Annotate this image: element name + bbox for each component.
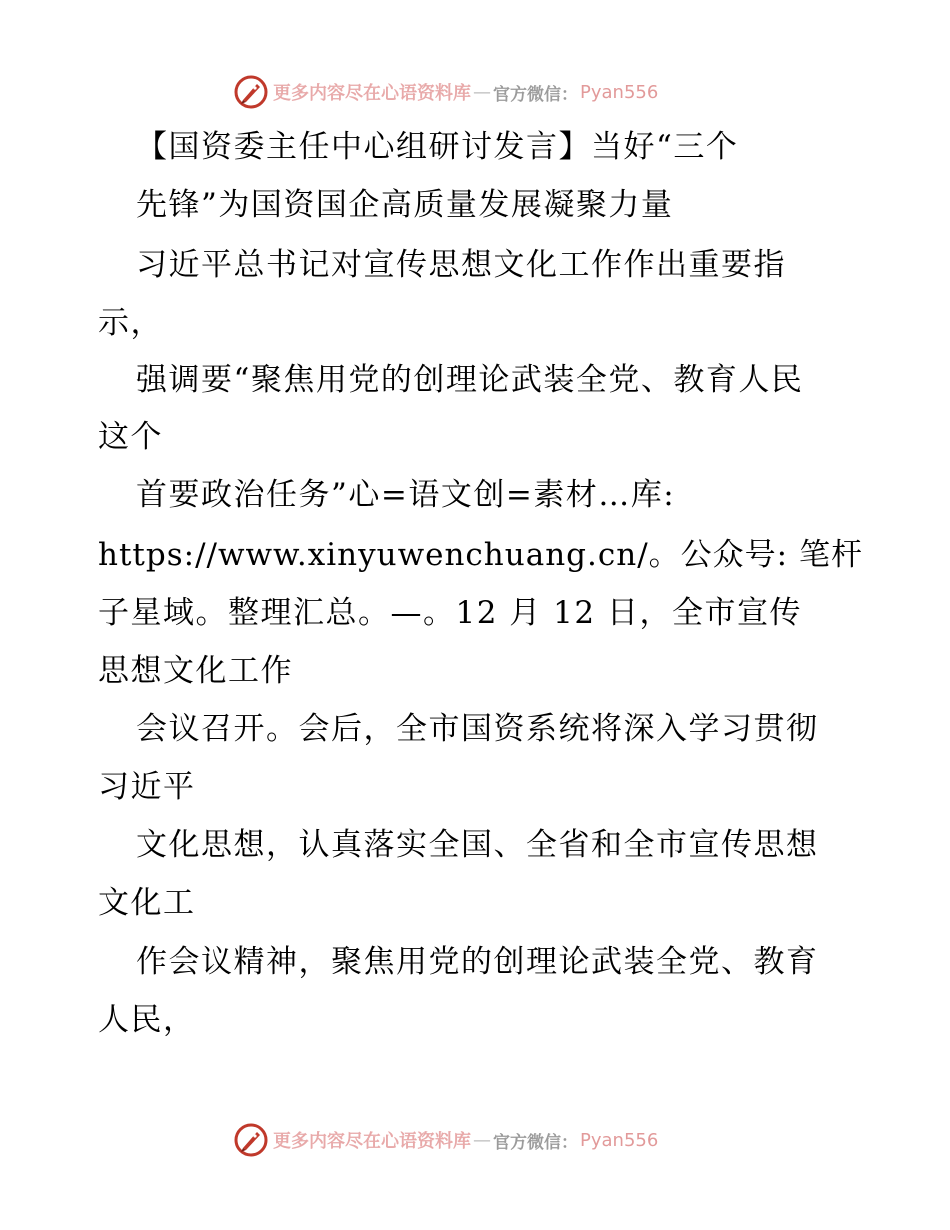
pen-nib-logo-icon (233, 74, 269, 110)
paragraph-line: 文化思想，认真落实全国、全省和全市宣传思想 (136, 827, 819, 863)
banner-wechat-id: Pyan556 (580, 81, 659, 103)
paragraph-line: 作会议精神，聚焦用党的创理论武装全党、教育 (136, 944, 819, 980)
header-banner-content (233, 72, 658, 112)
banner-dash: — (473, 1129, 491, 1151)
banner-site-text: 更多内容尽在心语资料库 (273, 1131, 471, 1152)
banner-dash: — (473, 81, 491, 103)
banner-wechat-id: Pyan556 (580, 1129, 659, 1151)
paragraph-line: 习近平 (98, 769, 196, 805)
url-line: https://www.xinyuwenchuang.cn/。公众号: 笔杆 (98, 537, 863, 573)
banner-site-text: 更多内容尽在心语资料库 (273, 83, 471, 104)
paragraph-line: 子星域。整理汇总。—。12 月 12 日，全市宣传 (98, 595, 802, 631)
title-line-1: 【国资委主任中心组研讨发言】当好“三个 (136, 129, 739, 165)
paragraph-line: 会议召开。会后，全市国资系统将深入学习贯彻 (136, 711, 819, 747)
paragraph-line: 这个 (98, 419, 163, 455)
paragraph-line: 首要政治任务”心=语文创=素材…库: (136, 477, 676, 513)
paragraph-line: 示， (98, 305, 163, 341)
banner-official-label: 官方微信： (493, 84, 578, 105)
footer-banner-content (233, 1120, 658, 1160)
paragraph-line: 思想文化工作 (98, 653, 293, 689)
title-line-2: 先锋”为国资国企高质量发展凝聚力量 (136, 187, 674, 223)
paragraph-line: 文化工 (98, 885, 196, 921)
banner-official-label: 官方微信： (493, 1132, 578, 1153)
paragraph-line: 习近平总书记对宣传思想文化工作作出重要指 (136, 247, 786, 283)
footer-banner (0, 1120, 950, 1160)
header-banner (0, 72, 950, 112)
pen-nib-logo-icon (233, 1122, 269, 1158)
paragraph-line: 人民， (98, 1002, 196, 1038)
paragraph-line: 强调要“聚焦用党的创理论武装全党、教育人民 (136, 362, 804, 398)
